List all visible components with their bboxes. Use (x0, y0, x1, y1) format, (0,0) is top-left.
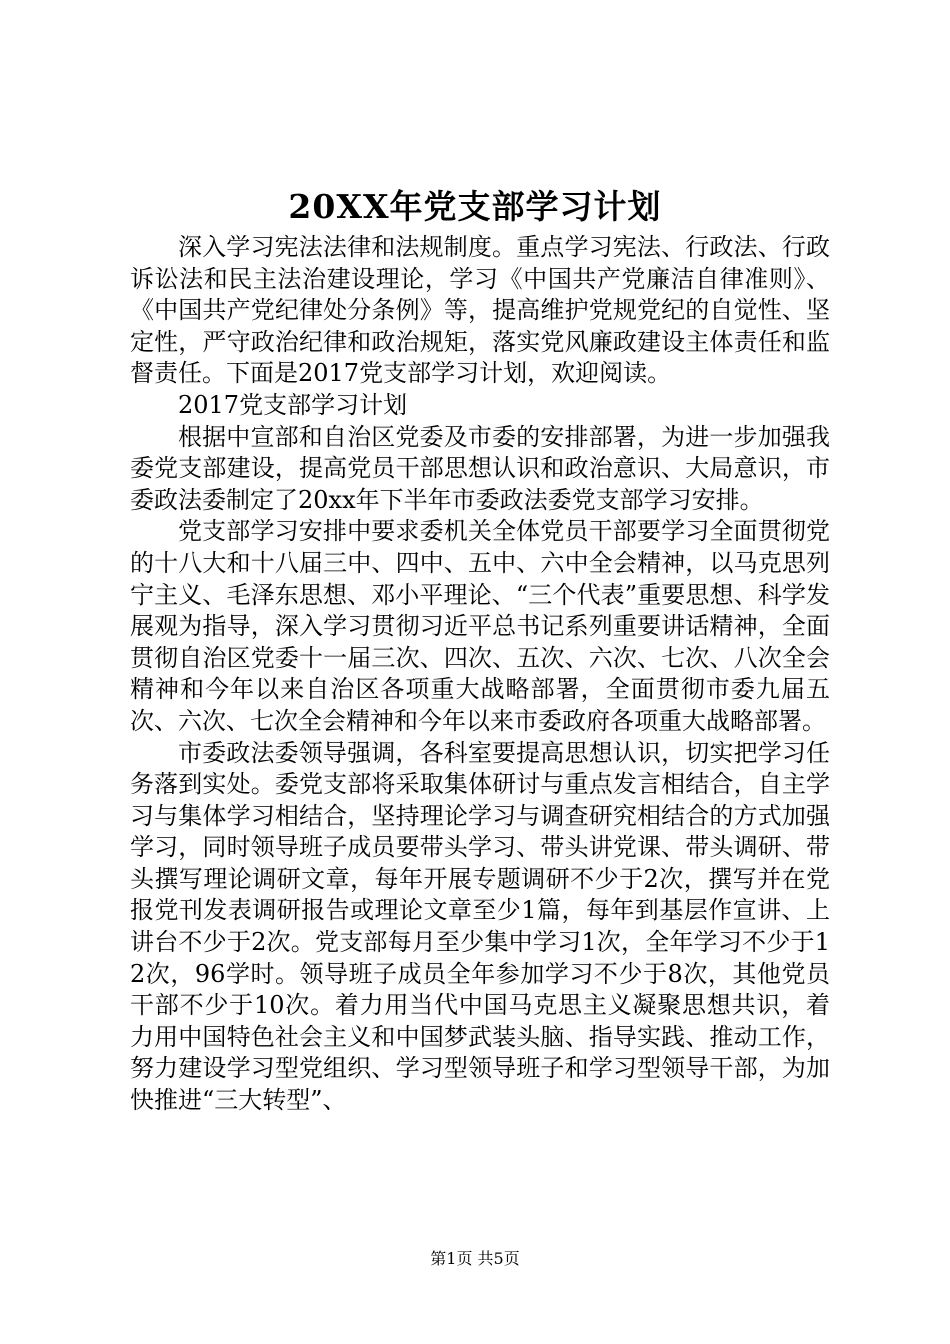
document-body (130, 232, 830, 1117)
section-heading: 2017党支部学习计划 (178, 390, 408, 419)
body-paragraph: 根据中宣部和自治区党委及市委的安排部署，为进一步加强我委党支部建设，提高党员干部思想认识和政治意识、大局意识，市委政法委制定了20xx年下半年市委政法委党支部学习安排。 (130, 422, 830, 514)
body-paragraph: 党支部学习安排中要求委机关全体党员干部要学习全面贯彻党的十八大和十八届三中、四中、五中、六中全会精神，以马克思列宁主义、毛泽东思想、邓小平理论、“三个代表”重要思想、科学发展观为指导，深入学习贯彻习近平总书记系列重要讲话精神，全面贯彻自治区党委十一届三次、四次、五次、六次、七次、八次全会精神和今年以来自治区各项重大战略部署，全面贯彻市委九届五次、六次、七次全会精神和今年以来市委政府各项重大战略部署。 (130, 517, 830, 735)
page-footer: 第1页 共5页 (430, 1249, 520, 1268)
document-title: 20XX年党支部学习计划 (288, 187, 662, 226)
intro-paragraph: 深入学习宪法法律和法规制度。重点学习宪法、行政法、行政诉讼法和民主法治建设理论，学习《中国共产党廉洁自律准则》、《中国共产党纪律处分条例》等，提高维护党规党纪的自觉性、坚定性，严守政治纪律和政治规矩，落实党风廉政建设主体责任和监督责任。下面是2017党支部学习计划，欢迎阅读。 (130, 233, 830, 388)
body-paragraph: 市委政法委领导强调，各科室要提高思想认识，切实把学习任务落到实处。委党支部将采取集体研讨与重点发言相结合，自主学习与集体学习相结合，坚持理论学习与调查研究相结合的方式加强学习，同时领导班子成员要带头学习、带头讲党课、带头调研、带头撰写理论调研文章，每年开展专题调研不少于2次，撰写并在党报党刊发表调研报告或理论文章至少1篇，每年到基层作宣讲、上讲台不少于2次。党支部每月至少集中学习1次，全年学习不少于12次，96学时。领导班子成员全年参加学习不少于8次，其他党员干部不少于10次。着力用当代中国马克思主义凝聚思想共识，着力用中国特色社会主义和中国梦武装头脑、指导实践、推动工作，努力建设学习型党组织、学习型领导班子和学习型领导干部，为加快推进“三大转型”、 (130, 738, 830, 1115)
